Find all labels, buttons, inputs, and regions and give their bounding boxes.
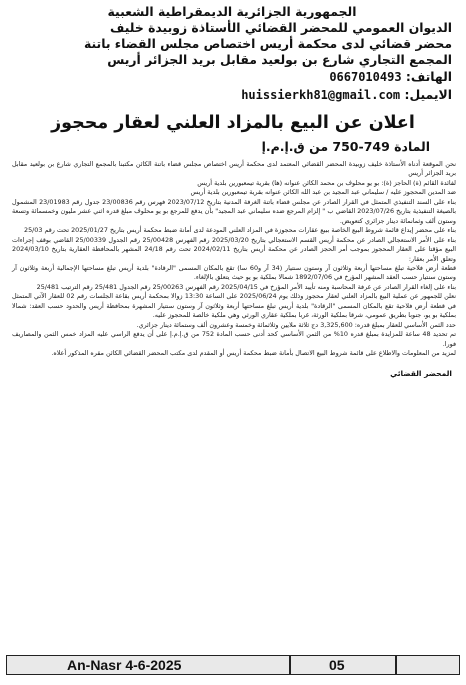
legal-article-reference: المادة 749-750 من ق.إ.م.إ <box>261 139 430 154</box>
newspaper-footer <box>6 655 460 675</box>
phone-label: الهاتف: <box>405 69 452 84</box>
body-paragraph: تم تحديد 48 ساعة للمزايدة بمبلغ قدره 10% من الثمن الأساسي كحد أدنى حسب المادة 752 من ق.إ.م.إ على أن يدفع الراسي عليه المزاد خمس الثمن والمصاريف فورا. <box>12 330 456 348</box>
notice-title: اعلان عن البيع بالمزاد العلني لعقار محجوز <box>51 113 415 133</box>
bailiff-title: محضر قضائي لدى محكمة أريس اختصاص مجلس القضاء باتنة <box>83 36 452 51</box>
body-paragraph: لمزيد من المعلومات والاطلاع على قائمة شروط البيع الاتصال بأمانة ضبط محكمة أريس أو المقدم لدى مكتب المحضر القضائي الكائن مقره المذكور أعلاه. <box>51 349 456 358</box>
office-address: المجمع التجاري شارع بن بولعيد مقابل بريد الجزائر أريس <box>107 52 452 67</box>
republic-title: الجمهورية الجزائرية الديمقراطية الشعبية <box>107 4 357 19</box>
body-paragraph: نحن الموقعة أدناه الأستاذة خليف زوبيدة المحضر القضائي المعتمد لدى محكمة أريس اختصاص مجلس قضاء باتنة الكائن مكتبنا بالمجمع التجاري شارع بن بولعيد مقابل بريد الجزائر أريس <box>12 160 456 178</box>
body-paragraph: ضد المدين المحجوز عليه / سليماني عبد المجيد بن عبد الله الكائن عنوانه بقرية تيمعبورين بلدية أريس <box>190 188 456 197</box>
notice-header <box>6 4 460 68</box>
body-paragraph: حدد الثمن الأساسي للعقار بمبلغ قدره: 3,325,600 دج ثلاثة ملايين وثلاثمائة وخمسة وعشرون ألف وستمائة دينار جزائري. <box>136 320 456 329</box>
office-name: الديوان العمومي للمحضر القضائي الأستاذة زوبيدة خليف <box>109 20 452 35</box>
body-paragraph: بناء على الأمر الاستعجالي الصادر عن محكمة أريس القسم الاستعجالي بتاريخ 2025/03/20 رقم الفهرس 25/00428 رقم الجدول 25/00339 القاضي بوقف إجراءات البيع مؤقتا على العقار المحجوز بموجب أمر الحجز الصادر عن محكمة أريس بتاريخ 2024/02/11 تحت رقم 24/18 المشهر بالمحافظة العقارية بتاريخ 2024/03/10 وتعلق الأمر بعقار: <box>12 235 456 263</box>
body-paragraph: بناء على إلغاء القرار الصادر عن غرفة المحاسبة ومنه تأييد الأمر المؤرخ في 2025/04/15 رقم الفهرس 25/00263 رقم الجدول 25/481 رقم الترتيب 25/481 <box>36 282 456 291</box>
body-paragraph: بناء على محضر إيداع قائمة شروط البيع الخاصة ببيع عقارات محجوزة في المزاد العلني المودعة لدى أمانة ضبط محكمة أريس بتاريخ 2025/01/27 تحت رقم 25/03 <box>24 226 456 235</box>
email-row <box>6 86 460 104</box>
body-paragraph: قطعة أرض فلاحية تبلغ مساحتها أربعة وثلاثون آر وستون سنتيار (34 آر و60 سا) تقع بالمكان المسمى "الرقادة" بلدية أريس تبلغ مساحتها الإجمالية أربعة وثلاثون آر وستون سنتيار حسب العقد المشهر المؤرخ في 1892/07/06 شمالا بملكية بو يو حيث يتعلق بالإلغاء. <box>12 263 456 282</box>
footer-divider <box>289 656 291 674</box>
body-paragraph: بناء على السند التنفيذي المتمثل في القرار الصادر عن مجلس قضاء باتنة الغرفة المدنية بتاريخ 2023/07/12 فهرس رقم 23/00836 جدول رقم 23/01983 المشمول بالصيغة التنفيذية بتاريخ 2023/07/26 القاضي ب " إلزام المرجع ضده سليماني عبد المجيد" بأن يدفع للمرجع بو يو محلوف مبلغ قدره اثني عشر مليون وخمسمائة وتسعة وستون ألف وثمانمائة دينار جزائري كتعويض. <box>12 197 456 225</box>
phone-row <box>6 68 460 86</box>
body-paragraph: لفائدة القائم (ة) الحاجز (ة): بو يو محلوف بن محمد الكائن عنوانه (ها) بقرية تيمعبورين بلدية أريس <box>197 178 456 187</box>
email-value: huissierkh81@gmail.com <box>241 88 401 102</box>
body-paragraph: نعلن للجمهور عن عملية البيع بالمزاد العلني لعقار محجوز وذلك يوم 2025/06/24 على الساعة 13:30 زوالا بمحكمة أريس بقاعة الجلسات رقم 02 للعقار الآتي المتمثل في قطعة أرض فلاحية تقع بالمكان المسمى "الرقادة" بلدية أريس تبلغ مساحتها أربعة وثلاثون آر وستون سنتيار المشهرة بمحافظة أريس والحدود حسب العقد: شمالا بملكية بو يو، جنوبا بطريق عمومي، شرقا بملكية الورثة، غربا بملكية عقاري الورثي وهي ملكية خالصة للمحجوز عليه. <box>12 292 456 320</box>
bailiff-signature: المحضر القضائي <box>390 368 452 378</box>
legal-notice-page <box>6 4 460 681</box>
newspaper-name-date: An-Nasr 4-6-2025 <box>67 657 182 673</box>
phone-value: 0667010493 <box>329 70 402 84</box>
footer-divider <box>395 656 397 674</box>
email-label: الايميل: <box>404 87 452 102</box>
page-number: 05 <box>329 657 345 673</box>
notice-body <box>6 160 460 359</box>
